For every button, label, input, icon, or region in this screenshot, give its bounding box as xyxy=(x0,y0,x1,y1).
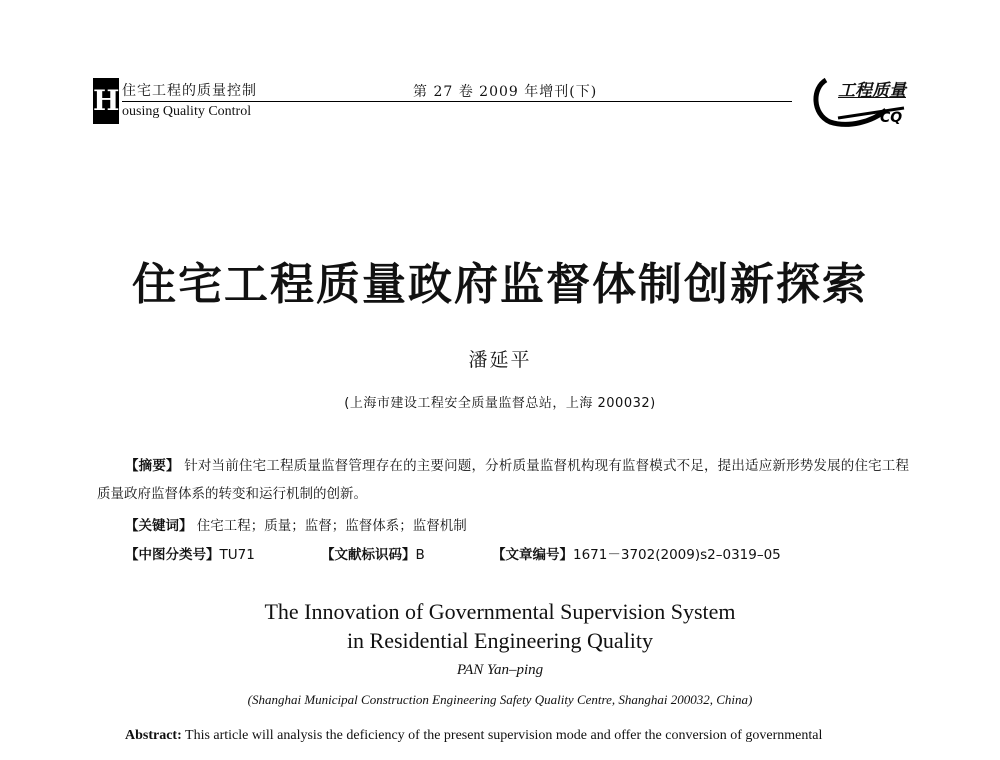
english-affiliation: (Shanghai Municipal Construction Engineering Safety Quality Centre, Shanghai 200032, China) xyxy=(247,692,753,707)
keywords-text: 住宅工程；质量；监督；监督体系；监督机制 xyxy=(196,518,467,534)
journal-letter-badge: H xyxy=(93,78,119,124)
abstract-cn xyxy=(97,452,909,508)
logo-text: 工程质量 xyxy=(838,81,906,101)
article-value: 1671－3702(2009)s2–0319–05 xyxy=(573,547,781,563)
clc-tag: 【中图分类号】 xyxy=(125,547,220,563)
doc-tag: 【文献标识码】 xyxy=(321,547,416,563)
journal-name-en: ousing Quality Control xyxy=(122,104,252,119)
english-abstract-text: This article will analysis the deficiency of the present supervision mode and offer the conversion of governmental xyxy=(185,728,823,743)
abstract-tag: 【摘要】 xyxy=(125,458,180,474)
running-header xyxy=(0,0,1000,140)
english-title-line-1: The Innovation of Governmental Supervision System xyxy=(264,599,736,624)
clc-number xyxy=(125,543,255,563)
clc-value: TU71 xyxy=(219,547,255,563)
article-tag: 【文章编号】 xyxy=(492,547,573,563)
paper-title: 住宅工程质量政府监督体制创新探索 xyxy=(132,259,868,310)
keywords xyxy=(125,514,467,534)
doc-value: B xyxy=(415,547,425,563)
doc-code xyxy=(321,543,425,563)
english-title-line-2: in Residential Engineering Quality xyxy=(346,628,654,653)
header-rule xyxy=(122,101,792,102)
journal-name-cn: 住宅工程的质量控制 xyxy=(122,83,257,99)
abstract-text: 针对当前住宅工程质量监督管理存在的主要问题，分析质量监督机构现有监督模式不足，提出适应新形势发展的住宅工程质量政府监督体系的转变和运行机制的创新。 xyxy=(97,458,910,502)
author-name: 潘延平 xyxy=(468,349,532,371)
english-abstract xyxy=(125,723,915,749)
english-title xyxy=(0,597,1000,655)
english-abstract-tag: Abstract: xyxy=(125,728,182,743)
logo-sub-text: CQ xyxy=(880,110,903,126)
issue-info: 第 27 卷 2009 年增刊(下) xyxy=(413,84,598,100)
article-number xyxy=(492,543,781,563)
author-affiliation: (上海市建设工程安全质量监督总站，上海 200032) xyxy=(344,396,656,411)
english-author: PAN Yan–ping xyxy=(456,662,544,678)
keywords-tag: 【关键词】 xyxy=(125,518,193,534)
